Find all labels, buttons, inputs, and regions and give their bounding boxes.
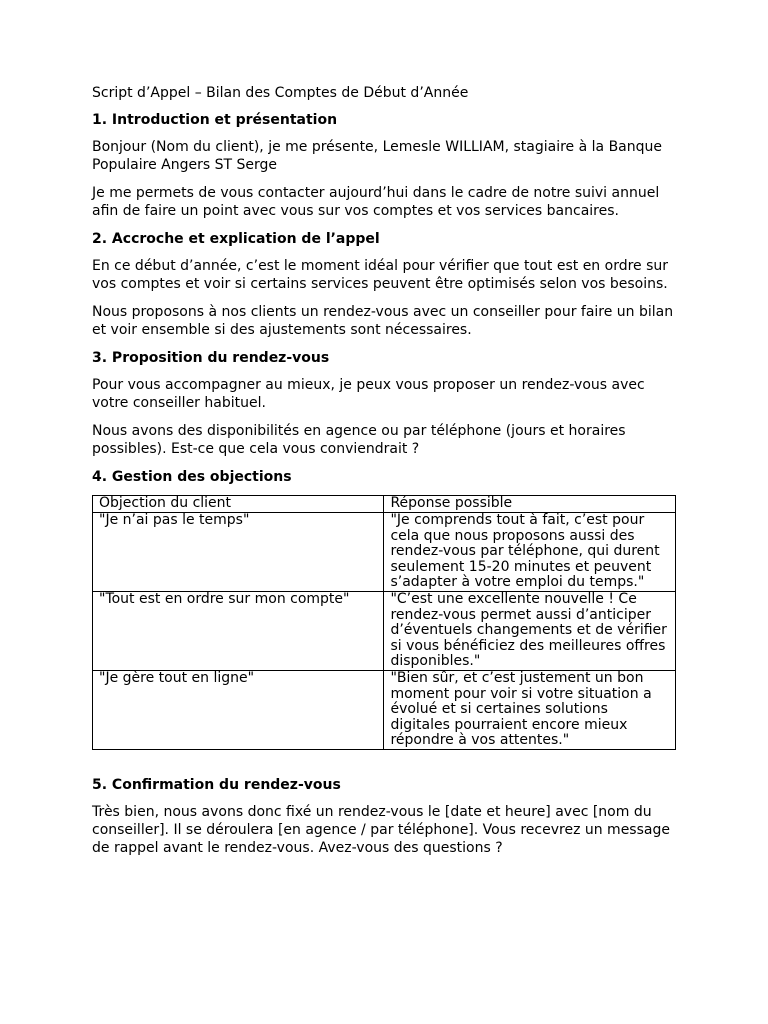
- objection-cell: "Je n’ai pas le temps": [93, 513, 384, 592]
- section-heading: 3. Proposition du rendez-vous: [92, 350, 330, 366]
- section-objections: [92, 468, 682, 750]
- paragraph: Bonjour (Nom du client), je me présente, Lemesle WILLIAM, stagiaire à la Banque Populaire Angers ST Serge: [92, 139, 662, 173]
- section-accroche: [92, 230, 682, 339]
- section-heading: 4. Gestion des objections: [92, 469, 292, 485]
- response-cell: "Bien sûr, et c’est justement un bon moment pour voir si votre situation a évolué et si certaines solutions digitales pourraient encore mieux répondre à vos attentes.": [384, 670, 676, 749]
- objection-cell: "Je gère tout en ligne": [93, 670, 384, 749]
- paragraph: Très bien, nous avons donc fixé un rendez-vous le [date et heure] avec [nom du conseiller]. Il se déroulera [en agence / par téléphone]. Vous recevrez un message de rappel avant le rendez-vous. Avez-vous des questions ?: [92, 803, 670, 856]
- section-introduction: [92, 111, 682, 220]
- response-cell: "Je comprends tout à fait, c’est pour cela que nous proposons aussi des rendez-vous par téléphone, qui durent seulement 15-20 minutes et peuvent s’adapter à votre emploi du temps.": [384, 513, 676, 592]
- column-header-objection: Objection du client: [93, 496, 384, 513]
- section-confirmation: [92, 776, 682, 857]
- document-page: [92, 84, 682, 867]
- table-header-row: [93, 496, 676, 513]
- section-heading: 5. Confirmation du rendez-vous: [92, 776, 341, 793]
- table-row: [93, 670, 676, 749]
- table-row: [93, 591, 676, 670]
- table-row: [93, 513, 676, 592]
- paragraph: En ce début d’année, c’est le moment idéal pour vérifier que tout est en ordre sur vos comptes et voir si certains services peuvent être optimisés selon vos besoins.: [92, 258, 669, 292]
- section-proposition: [92, 349, 682, 458]
- section-heading: 1. Introduction et présentation: [92, 112, 338, 128]
- document-title: Script d’Appel – Bilan des Comptes de Début d’Année: [92, 85, 469, 101]
- section-heading: 2. Accroche et explication de l’appel: [92, 231, 380, 247]
- objections-table: [92, 495, 676, 750]
- paragraph: Pour vous accompagner au mieux, je peux vous proposer un rendez-vous avec votre conseiller habituel.: [92, 377, 645, 411]
- column-header-response: Réponse possible: [384, 496, 676, 513]
- objection-cell: "Tout est en ordre sur mon compte": [93, 591, 384, 670]
- paragraph: Nous avons des disponibilités en agence ou par téléphone (jours et horaires possibles). Est-ce que cela vous conviendrait ?: [92, 423, 626, 457]
- paragraph: Nous proposons à nos clients un rendez-vous avec un conseiller pour faire un bilan et voir ensemble si des ajustements sont nécessaires.: [92, 304, 674, 338]
- paragraph: Je me permets de vous contacter aujourd’hui dans le cadre de notre suivi annuel afin de faire un point avec vous sur vos comptes et vos services bancaires.: [92, 185, 660, 219]
- response-cell: "C’est une excellente nouvelle ! Ce rendez-vous permet aussi d’anticiper d’éventuels changements et de vérifier si vous bénéficiez des meilleures offres disponibles.": [384, 591, 676, 670]
